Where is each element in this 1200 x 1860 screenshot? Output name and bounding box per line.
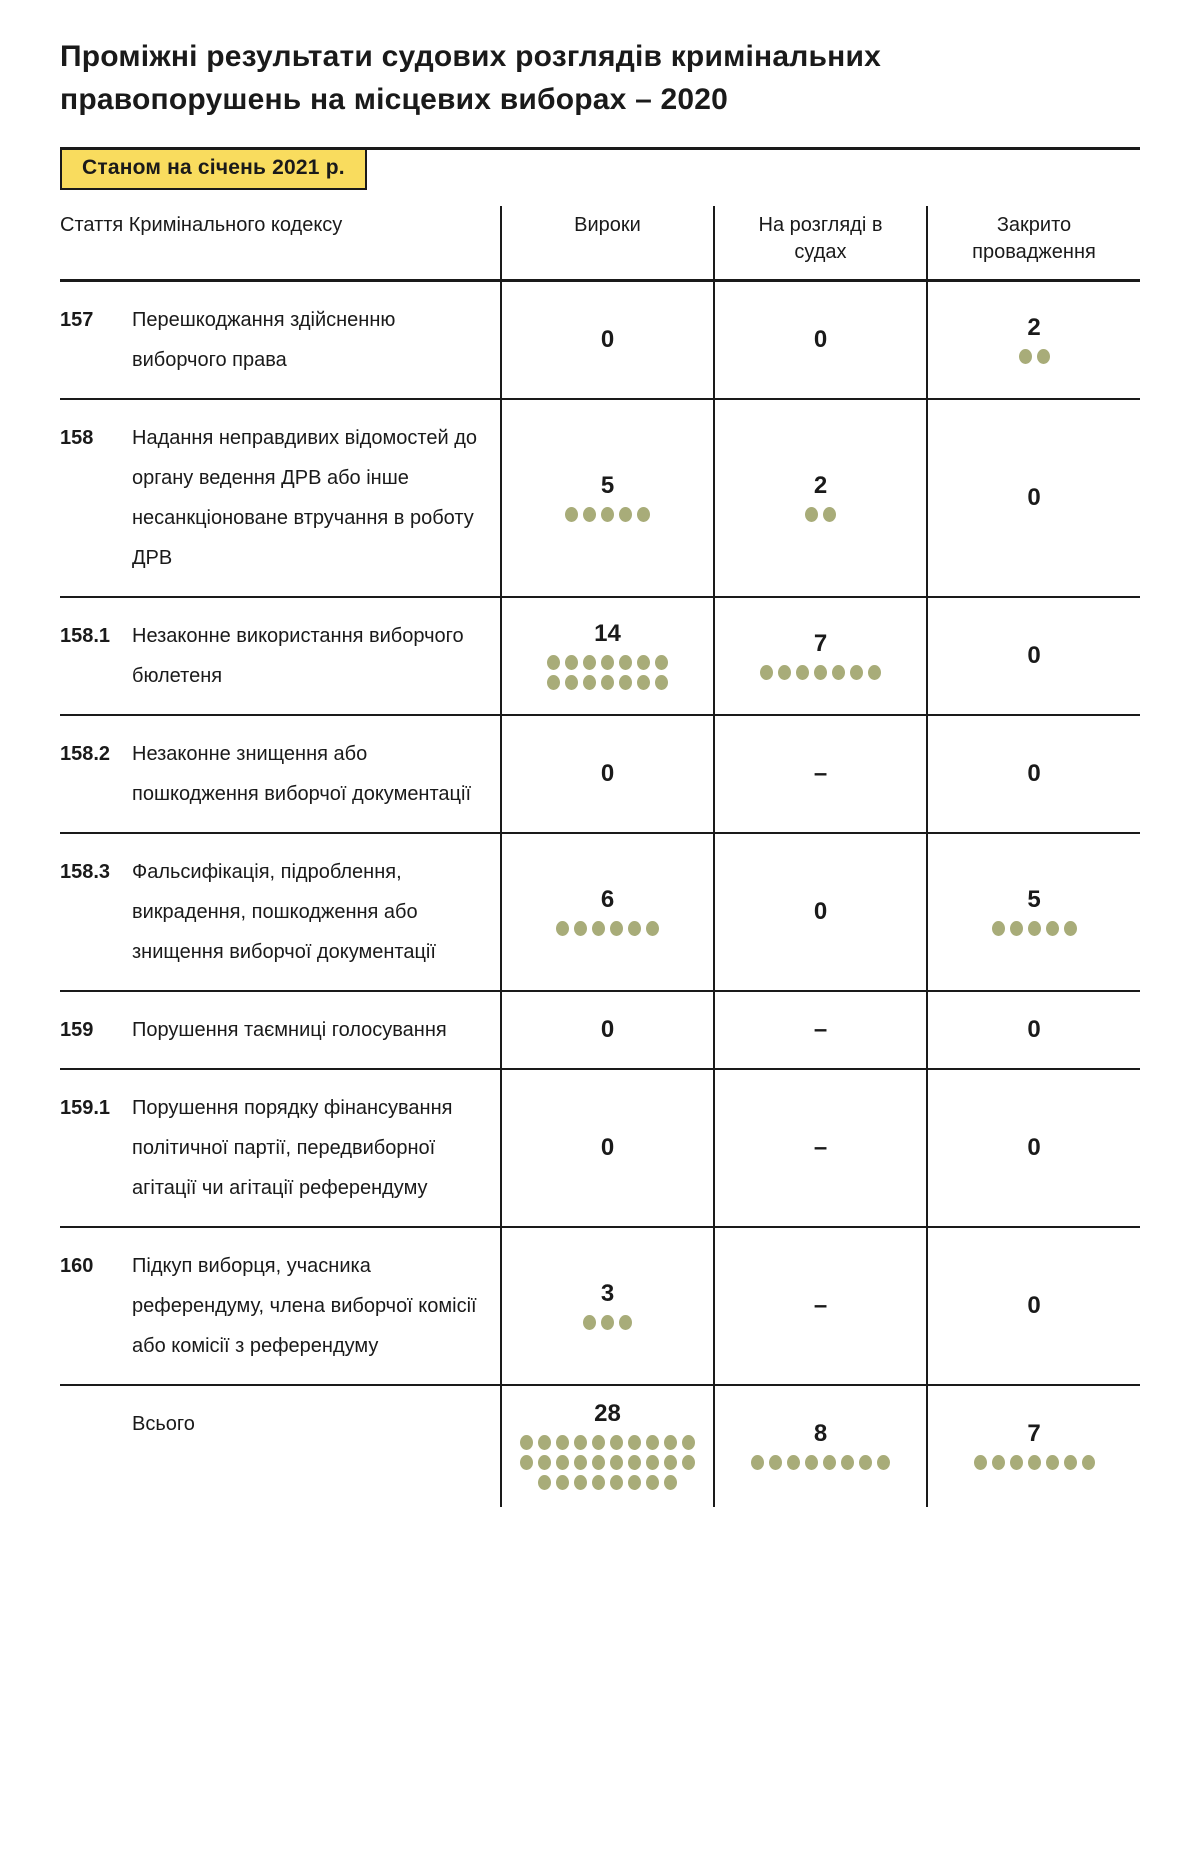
dot-pictogram <box>971 1453 1097 1473</box>
dot-icon <box>601 655 614 670</box>
value-cell <box>926 992 1140 1068</box>
dot-row <box>545 652 671 672</box>
article-code: 160 <box>60 1254 94 1277</box>
dot-icon <box>583 1315 596 1330</box>
dot-icon <box>637 675 650 690</box>
table-row <box>60 992 1140 1070</box>
cell-value: 0 <box>1027 642 1041 670</box>
dot-icon <box>1064 1455 1077 1470</box>
dot-icon <box>610 921 623 936</box>
cell-value: 6 <box>600 885 615 913</box>
cell-value: – <box>813 760 828 788</box>
header-verdicts-column <box>500 206 713 279</box>
value-cell <box>500 992 713 1068</box>
dot-icon <box>610 1475 623 1490</box>
dot-icon <box>655 655 668 670</box>
value-cell <box>500 1070 713 1226</box>
dot-icon <box>601 1315 614 1330</box>
cell-value: 0 <box>813 326 828 354</box>
dot-icon <box>832 665 845 680</box>
value-cell <box>713 1070 926 1226</box>
table-row <box>60 1070 1140 1228</box>
dot-row <box>758 662 884 682</box>
dot-icon <box>778 665 791 680</box>
value-cell <box>926 1228 1140 1384</box>
dot-pictogram <box>518 1433 698 1493</box>
article-cell <box>60 400 500 596</box>
dot-row <box>518 1453 698 1473</box>
dot-icon <box>664 1475 677 1490</box>
table-row <box>60 834 1140 992</box>
cell-value: – <box>813 1016 828 1044</box>
value-cell <box>500 1228 713 1384</box>
value-cell <box>926 282 1140 398</box>
dot-icon <box>565 655 578 670</box>
dot-icon <box>565 675 578 690</box>
dot-row <box>971 1453 1097 1473</box>
dot-icon <box>547 675 560 690</box>
dot-icon <box>974 1455 987 1470</box>
dot-pictogram <box>563 504 653 524</box>
value-cell <box>500 400 713 596</box>
dot-icon <box>646 921 659 936</box>
article-code: 159.1 <box>60 1096 111 1119</box>
article-cell <box>60 1386 500 1507</box>
dot-icon <box>1019 349 1032 364</box>
table-row <box>60 400 1140 598</box>
dot-icon <box>520 1455 533 1470</box>
value-cell <box>926 716 1140 832</box>
value-cell <box>500 282 713 398</box>
table-body <box>60 282 1140 1507</box>
dot-icon <box>682 1435 695 1450</box>
cell-value: 14 <box>594 619 621 647</box>
dot-row <box>545 672 671 692</box>
dot-icon <box>1064 921 1077 936</box>
value-cell <box>926 1070 1140 1226</box>
cell-value: 7 <box>1027 1419 1041 1447</box>
cell-value: – <box>813 1134 828 1162</box>
cell-value: 0 <box>600 760 615 788</box>
article-code <box>60 1404 118 1489</box>
dot-icon <box>556 1435 569 1450</box>
article-cell <box>60 716 500 832</box>
dot-icon <box>796 665 809 680</box>
dot-icon <box>610 1435 623 1450</box>
dot-icon <box>583 675 596 690</box>
article-cell <box>60 282 500 398</box>
dot-icon <box>574 1455 587 1470</box>
dot-icon <box>592 921 605 936</box>
dot-icon <box>646 1475 659 1490</box>
dot-icon <box>583 655 596 670</box>
dot-icon <box>628 921 641 936</box>
dot-icon <box>619 1315 632 1330</box>
header-article-label: Стаття Кримінального кодексу <box>60 214 343 237</box>
dot-icon <box>1028 1455 1041 1470</box>
dot-icon <box>787 1455 800 1470</box>
dot-icon <box>646 1435 659 1450</box>
article-text: Незаконне знищення або пошкодження виборчої документації <box>132 742 471 805</box>
article-code: 158.2 <box>60 742 111 765</box>
dot-icon <box>751 1455 764 1470</box>
table-row <box>60 598 1140 716</box>
dot-icon <box>619 655 632 670</box>
article-cell <box>60 1228 500 1384</box>
value-cell <box>713 1386 926 1507</box>
value-cell <box>926 598 1140 714</box>
dot-icon <box>565 507 578 522</box>
dot-row <box>803 504 839 524</box>
article-cell <box>60 1070 500 1226</box>
article-text: Незаконне використання виборчого бюлетеня <box>132 624 464 687</box>
dot-icon <box>646 1455 659 1470</box>
dot-icon <box>760 665 773 680</box>
value-cell <box>500 1386 713 1507</box>
dot-icon <box>1082 1455 1095 1470</box>
article-code: 158.3 <box>60 860 111 883</box>
dot-icon <box>1010 921 1023 936</box>
cell-value: 3 <box>600 1279 615 1307</box>
article-cell <box>60 992 500 1068</box>
dot-icon <box>619 675 632 690</box>
article-code: 157 <box>60 308 94 331</box>
header-pending-column <box>713 206 926 279</box>
dot-icon <box>628 1475 641 1490</box>
dot-icon <box>619 507 632 522</box>
value-cell <box>713 598 926 714</box>
dot-icon <box>637 655 650 670</box>
dot-icon <box>538 1455 551 1470</box>
cell-value: – <box>813 1292 828 1320</box>
dot-icon <box>601 507 614 522</box>
value-cell <box>926 834 1140 990</box>
table-row <box>60 282 1140 400</box>
dot-row <box>518 1433 698 1453</box>
dot-icon <box>823 1455 836 1470</box>
value-cell <box>926 400 1140 596</box>
table-row <box>60 1228 1140 1386</box>
cell-value: 5 <box>600 471 615 499</box>
dot-icon <box>610 1455 623 1470</box>
cell-value: 0 <box>1027 1134 1041 1162</box>
cell-value: 0 <box>1027 484 1041 512</box>
dot-icon <box>592 1455 605 1470</box>
cell-value: 7 <box>813 629 828 657</box>
value-cell <box>500 716 713 832</box>
dot-pictogram <box>758 662 884 682</box>
table-header-row <box>60 206 1140 282</box>
cell-value: 8 <box>813 1419 828 1447</box>
dot-icon <box>664 1455 677 1470</box>
dot-icon <box>520 1435 533 1450</box>
dot-icon <box>877 1455 890 1470</box>
dot-icon <box>574 1435 587 1450</box>
cell-value: 0 <box>1027 1016 1041 1044</box>
dot-icon <box>601 675 614 690</box>
dot-row <box>554 918 662 938</box>
dot-pictogram <box>554 918 662 938</box>
value-cell <box>926 1386 1140 1507</box>
dot-icon <box>823 507 836 522</box>
dot-pictogram <box>989 918 1079 938</box>
dot-icon <box>992 921 1005 936</box>
dot-icon <box>1046 921 1059 936</box>
dot-icon <box>592 1435 605 1450</box>
cell-value: 0 <box>600 1134 615 1162</box>
article-text: Перешкоджання здійсненню виборчого права <box>132 308 396 371</box>
header-verdicts-label: Вироки <box>574 214 641 237</box>
header-pending-label: На розгляді в судах <box>758 214 883 263</box>
dot-row <box>749 1453 893 1473</box>
dot-icon <box>841 1455 854 1470</box>
dot-row <box>563 504 653 524</box>
cell-value: 2 <box>813 471 828 499</box>
cell-value: 0 <box>1027 1292 1041 1320</box>
dot-icon <box>538 1435 551 1450</box>
cell-value: 2 <box>1027 313 1041 341</box>
table-total-row <box>60 1386 1140 1507</box>
dot-icon <box>868 665 881 680</box>
article-text: Надання неправдивих відомостей до органу ведення ДРВ або інше несанкціоноване втручання в роботу ДРВ <box>132 426 477 569</box>
cell-value: 0 <box>600 326 615 354</box>
header-closed-label: Закрито провадження <box>972 214 1096 263</box>
dot-row <box>518 1473 698 1493</box>
table-row <box>60 716 1140 834</box>
dot-icon <box>556 1475 569 1490</box>
dot-icon <box>538 1475 551 1490</box>
dot-pictogram <box>545 652 671 692</box>
dot-row <box>581 1312 635 1332</box>
dot-icon <box>805 1455 818 1470</box>
dot-icon <box>850 665 863 680</box>
article-cell <box>60 598 500 714</box>
cell-value: 5 <box>1027 885 1041 913</box>
value-cell <box>713 992 926 1068</box>
dot-pictogram <box>749 1453 893 1473</box>
dot-icon <box>805 507 818 522</box>
article-cell <box>60 834 500 990</box>
dot-icon <box>1037 349 1050 364</box>
dot-icon <box>859 1455 872 1470</box>
value-cell <box>713 716 926 832</box>
dot-pictogram <box>803 504 839 524</box>
dot-icon <box>992 1455 1005 1470</box>
dot-icon <box>682 1455 695 1470</box>
article-code: 158.1 <box>60 624 111 647</box>
article-text: Підкуп виборця, учасника референдуму, члена виборчої комісії або комісії з референдуму <box>132 1254 477 1357</box>
dot-pictogram <box>1016 346 1052 366</box>
page-title: Проміжні результати судових розглядів кримінальних правопорушень на місцевих виборах – 2020 <box>60 40 881 116</box>
total-label: Всього <box>132 1412 195 1435</box>
dot-icon <box>814 665 827 680</box>
dot-icon <box>583 507 596 522</box>
article-text: Фальсифікація, підроблення, викрадення, пошкодження або знищення виборчої документації <box>132 860 436 963</box>
value-cell <box>500 834 713 990</box>
dot-icon <box>547 655 560 670</box>
dot-icon <box>1028 921 1041 936</box>
dot-icon <box>574 1475 587 1490</box>
article-text: Порушення порядку фінансування політичної партії, передвиборної агітації чи агітації референдуму <box>132 1096 453 1199</box>
value-cell <box>500 598 713 714</box>
article-code: 158 <box>60 426 94 449</box>
dot-icon <box>655 675 668 690</box>
results-table <box>60 206 1140 1506</box>
value-cell <box>713 282 926 398</box>
dot-icon <box>637 507 650 522</box>
dot-icon <box>1046 1455 1059 1470</box>
dot-pictogram <box>581 1312 635 1332</box>
dot-row <box>1016 346 1052 366</box>
dot-icon <box>1010 1455 1023 1470</box>
value-cell <box>713 834 926 990</box>
dot-row <box>989 918 1079 938</box>
header-article-column <box>60 206 500 279</box>
dot-icon <box>628 1435 641 1450</box>
article-code: 159 <box>60 1018 94 1041</box>
article-text: Порушення таємниці голосування <box>132 1018 447 1041</box>
cell-value: 0 <box>600 1016 615 1044</box>
value-cell <box>713 400 926 596</box>
dot-icon <box>592 1475 605 1490</box>
cell-value: 0 <box>813 898 828 926</box>
dot-icon <box>628 1455 641 1470</box>
dot-icon <box>556 921 569 936</box>
dot-icon <box>769 1455 782 1470</box>
value-cell <box>713 1228 926 1384</box>
dot-icon <box>556 1455 569 1470</box>
cell-value: 28 <box>594 1399 621 1427</box>
dot-icon <box>664 1435 677 1450</box>
dot-icon <box>574 921 587 936</box>
date-badge: Станом на січень 2021 р. <box>60 150 367 190</box>
cell-value: 0 <box>1027 760 1041 788</box>
header-closed-column <box>926 206 1140 279</box>
